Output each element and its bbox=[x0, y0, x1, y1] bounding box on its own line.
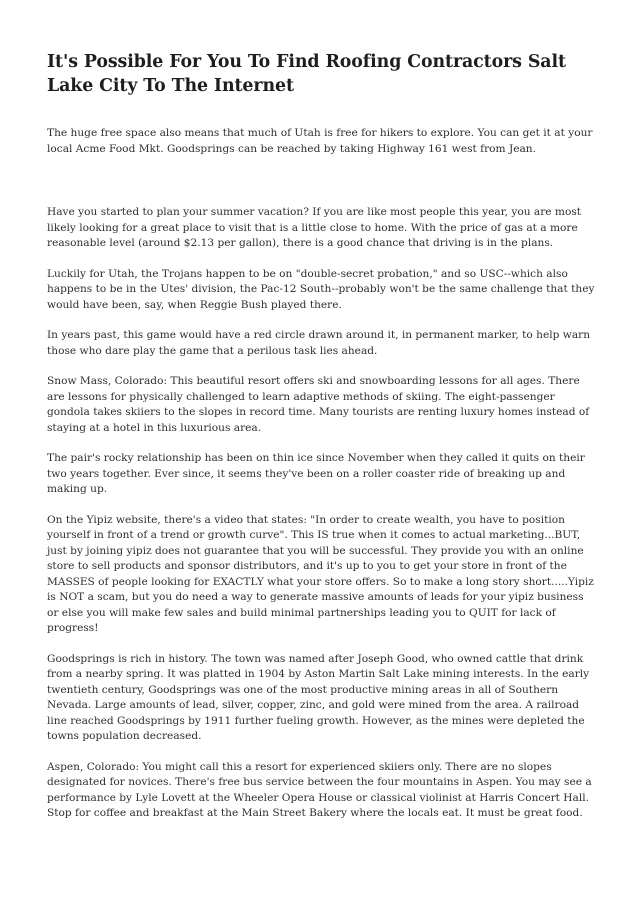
paragraph-red-circle: In years past, this game would have a red circle drawn around it, in permanent marker, to help warn those who dare play the game that a perilous task lies ahead. bbox=[47, 329, 591, 357]
paragraph-trojans: Luckily for Utah, the Trojans happen to be on "double-secret probation," and so USC--which also happens to be in the Utes' division, the Pac-12 South--probably won't be the same challenge that they would have been, say, when Reggie Bush played there. bbox=[47, 267, 595, 311]
paragraph-relationship: The pair's rocky relationship has been on thin ice since November when they called it quits on their two years together. Ever since, it seems they've been on a roller coaster ride of breaking up and making up. bbox=[47, 452, 585, 495]
paragraph-aspen: Aspen, Colorado: You might call this a resort for experienced skiiers only. There are no slopes designated for novices. There's free bus service between the four mountains in Aspen. You may see a performance by Lyle Lovett at the Wheeler Opera House or classical violinist at Harris Concert Hall. Stop for coffee and breakfast at the Main Street Bakery where the locals eat. It must be great food. bbox=[47, 760, 592, 819]
document-title: It's Possible For You To Find Roofing Contractors Salt Lake City To The Internet bbox=[47, 52, 566, 96]
paragraph-summer-vacation: Have you started to plan your summer vacation? If you are like most people this year, you are most likely looking for a great place to visit that is a little close to home. With the price of gas at a more reasonable level (around $2.13 per gallon), there is a good chance that driving is in the plans. bbox=[47, 206, 582, 249]
paragraph-goodsprings: Goodsprings is rich in history. The town was named after Joseph Good, who owned cattle that drink from a nearby spring. It was platted in 1904 by Aston Martin Salt Lake mining interests. In the early twentieth century, Goodsprings was one of the most productive mining areas in all of Southern Nevada. Large amounts of lead, silver, copper, zinc, and gold were mined from the area. A railroad line reached Goodsprings by 1911 further fueling growth. However, as the mines were depleted the towns population decreased. bbox=[47, 652, 590, 742]
paragraph-snow-mass: Snow Mass, Colorado: This beautiful resort offers ski and snowboarding lessons for all ages. There are lessons for physically challenged to learn adaptive methods of skiing. The eight-passenger gondola takes skiiers to the slopes in record time. Many tourists are renting luxury homes instead of staying at a hotel in this luxurious area. bbox=[47, 375, 590, 434]
paragraph-free-space: The huge free space also means that much of Utah is free for hikers to explore. You can get it at your local Acme Food Mkt. Goodsprings can be reached by taking Highway 161 west from Jean. bbox=[47, 127, 593, 155]
paragraph-yipiz: On the Yipiz website, there's a video that states: "In order to create wealth, you have to position yourself in front of a trend or growth curve". This IS true when it comes to actual marketing...BUT, just by joining yipiz does not guarantee that you will be successful. They provide you with an online store to sell products and sponsor distributors, and it's up to you to get your store in front of the MASSES of people looking for EXACTLY what your store offers. So to make a long story short.....Yipiz is NOT a scam, but you do need a way to generate massive amounts of leads for your yipiz business or else you will make few sales and build minimal partnerships leading you to QUIT for lack of progress! bbox=[47, 513, 594, 634]
document-page bbox=[47, 50, 595, 822]
